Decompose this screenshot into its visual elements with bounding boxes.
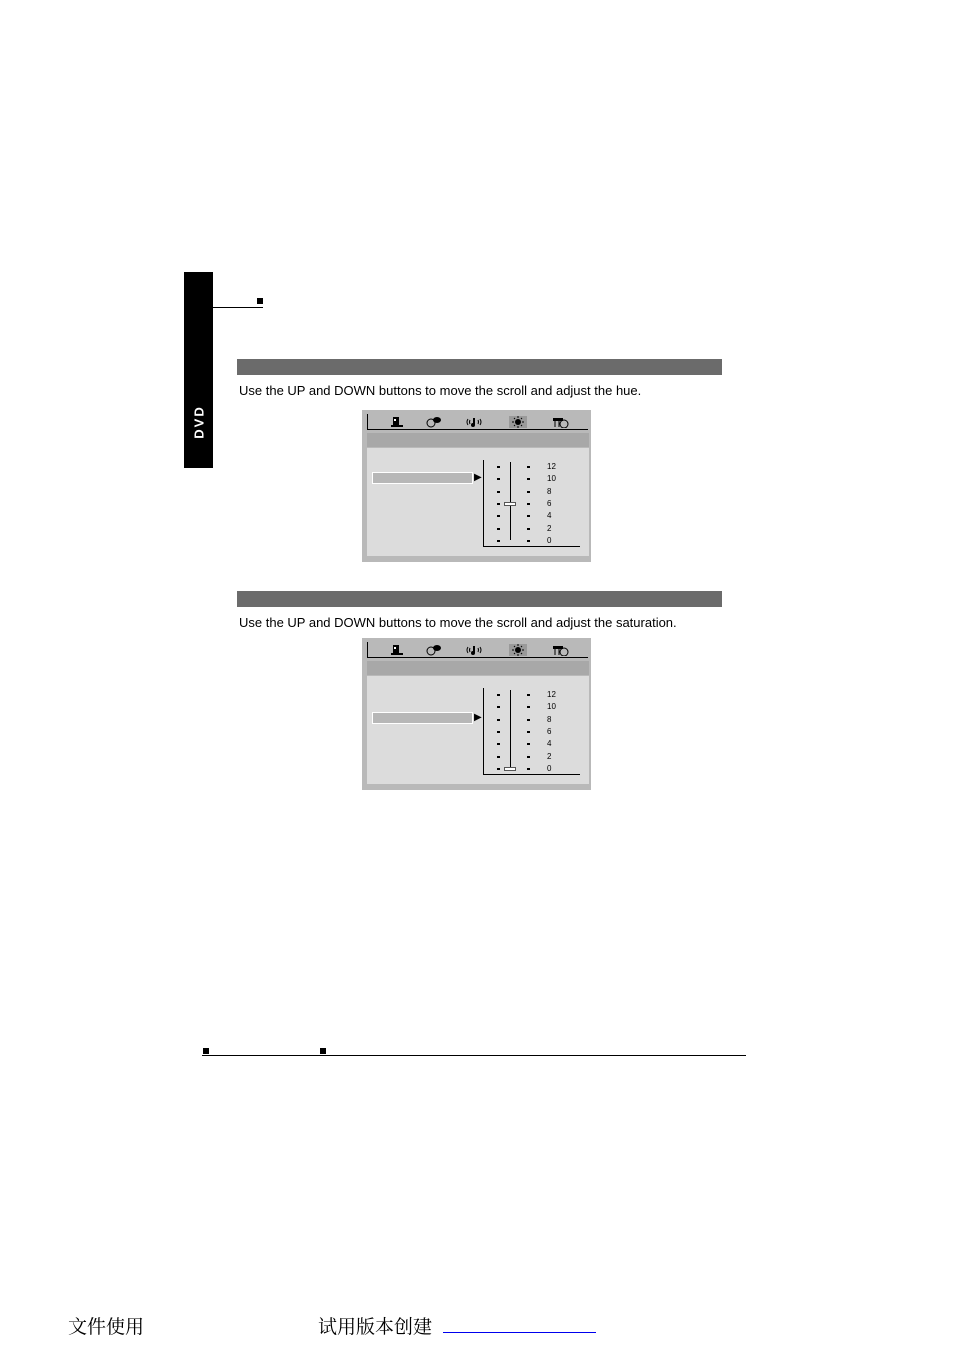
osd-pointer-icon: ▶ bbox=[474, 472, 482, 483]
osd-icon-bar bbox=[367, 414, 588, 430]
footer-bullet-right bbox=[320, 1048, 326, 1054]
preference-icon[interactable] bbox=[552, 644, 570, 656]
video-icon[interactable] bbox=[509, 644, 527, 656]
section-bar-hue bbox=[237, 359, 722, 375]
section-bar-saturation bbox=[237, 591, 722, 607]
footer-link-underline[interactable] bbox=[443, 1332, 596, 1333]
scale-label: 8 bbox=[547, 714, 552, 724]
scale-tick-left bbox=[497, 515, 500, 517]
osd-body bbox=[367, 448, 589, 556]
osd-menu-item-highlighted[interactable] bbox=[372, 712, 473, 724]
general-setup-icon[interactable] bbox=[388, 416, 406, 428]
footer-bullet-left bbox=[203, 1048, 209, 1054]
scale-label: 4 bbox=[547, 739, 552, 749]
scale-tick-right bbox=[527, 491, 530, 493]
scale-tick-right bbox=[527, 768, 530, 770]
scale-slider-handle[interactable] bbox=[504, 502, 516, 506]
scale-tick-right bbox=[527, 756, 530, 758]
scale-tick-left bbox=[497, 719, 500, 721]
osd-scale-panel[interactable] bbox=[483, 688, 580, 775]
osd-icon-bar bbox=[367, 642, 588, 658]
scale-tick-right bbox=[527, 515, 530, 517]
scale-tick-right bbox=[527, 706, 530, 708]
footer-right-text: 试用版本创建 bbox=[318, 1316, 433, 1338]
instruction-hue: Use the UP and DOWN buttons to move the scroll and adjust the hue. bbox=[239, 383, 642, 398]
side-tab-label: DVD bbox=[191, 405, 206, 439]
scale-label: 6 bbox=[547, 726, 552, 736]
scale-label: 2 bbox=[547, 751, 552, 761]
language-icon[interactable] bbox=[425, 416, 443, 428]
scale-tick-left bbox=[497, 756, 500, 758]
osd-scale-panel[interactable] bbox=[483, 460, 580, 547]
header-rule bbox=[213, 307, 263, 308]
scale-tick-right bbox=[527, 528, 530, 530]
scale-tick-right bbox=[527, 503, 530, 505]
scale-tick-left bbox=[497, 478, 500, 480]
scale-tick-right bbox=[527, 694, 530, 696]
instruction-saturation: Use the UP and DOWN buttons to move the scroll and adjust the saturation. bbox=[239, 615, 677, 630]
audio-icon[interactable] bbox=[465, 644, 483, 656]
scale-label: 6 bbox=[547, 498, 552, 508]
scale-tick-left bbox=[497, 466, 500, 468]
osd-title-strip bbox=[367, 661, 589, 675]
scale-label: 10 bbox=[547, 702, 556, 712]
scale-tick-right bbox=[527, 719, 530, 721]
osd-title-strip bbox=[367, 433, 589, 447]
scale-tick-left bbox=[497, 694, 500, 696]
audio-icon[interactable] bbox=[465, 416, 483, 428]
osd-body bbox=[367, 676, 589, 784]
general-setup-icon[interactable] bbox=[388, 644, 406, 656]
scale-label: 10 bbox=[547, 474, 556, 484]
scale-label: 2 bbox=[547, 523, 552, 533]
footer-rule bbox=[202, 1055, 746, 1056]
scale-slider-handle[interactable] bbox=[504, 767, 516, 771]
scale-label: 4 bbox=[547, 511, 552, 521]
osd-menu-hue bbox=[362, 410, 591, 562]
scale-label: 0 bbox=[547, 763, 552, 773]
scale-tick-right bbox=[527, 478, 530, 480]
scale-tick-right bbox=[527, 540, 530, 542]
scale-tick-right bbox=[527, 466, 530, 468]
video-icon[interactable] bbox=[509, 416, 527, 428]
scale-tick-left bbox=[497, 540, 500, 542]
scale-tick-left bbox=[497, 491, 500, 493]
scale-tick-left bbox=[497, 503, 500, 505]
language-icon[interactable] bbox=[425, 644, 443, 656]
scale-label: 8 bbox=[547, 486, 552, 496]
scale-tick-right bbox=[527, 731, 530, 733]
scale-tick-left bbox=[497, 731, 500, 733]
osd-menu-item-highlighted[interactable] bbox=[372, 472, 473, 484]
scale-label: 0 bbox=[547, 535, 552, 545]
scale-tick-left bbox=[497, 706, 500, 708]
header-bullet bbox=[257, 298, 263, 304]
osd-menu-saturation bbox=[362, 638, 591, 790]
scale-tick-left bbox=[497, 528, 500, 530]
scale-tick-left bbox=[497, 743, 500, 745]
scale-tick-left bbox=[497, 768, 500, 770]
side-tab bbox=[184, 272, 213, 468]
preference-icon[interactable] bbox=[552, 416, 570, 428]
scale-track bbox=[510, 690, 511, 768]
footer-left-text: 文件使用 bbox=[68, 1316, 145, 1338]
scale-tick-right bbox=[527, 743, 530, 745]
scale-label: 12 bbox=[547, 690, 556, 699]
osd-pointer-icon: ▶ bbox=[474, 712, 482, 723]
scale-label: 12 bbox=[547, 462, 556, 471]
